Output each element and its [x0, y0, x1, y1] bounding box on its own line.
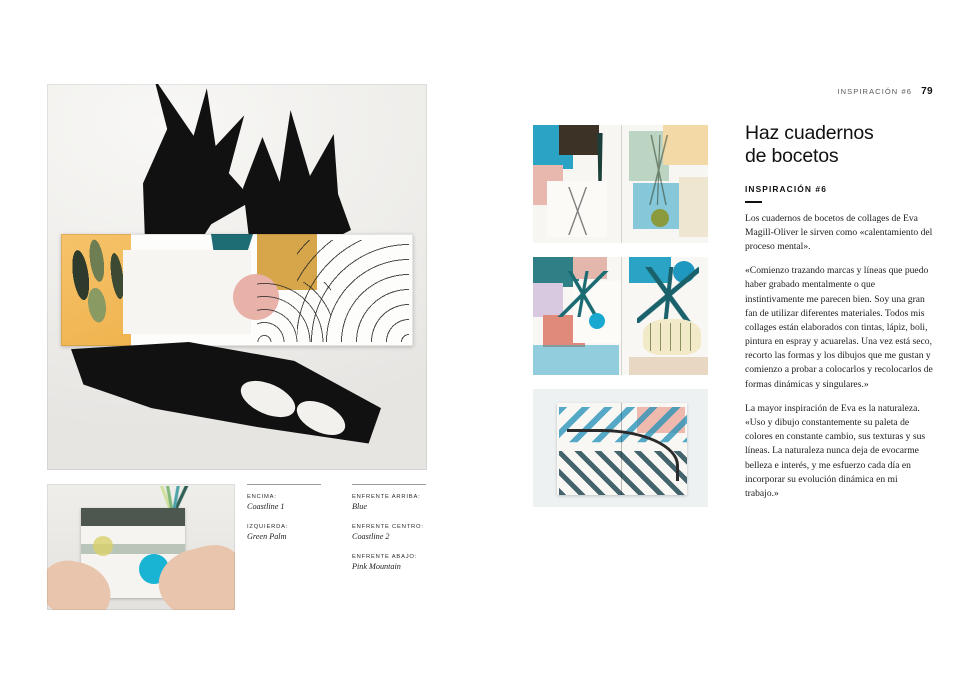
- hands-photo-frame: [47, 484, 235, 610]
- caption-rule-left: [247, 484, 321, 485]
- running-head: [837, 86, 933, 97]
- caption-block: [247, 484, 429, 584]
- caption-column-right: [352, 484, 429, 584]
- section-kicker: INSPIRACIÓN #6: [745, 184, 827, 194]
- caption-label: ENFRENTE ABAJO:: [352, 554, 418, 560]
- caption-value: Coastline 1: [247, 502, 285, 511]
- thumb1-line-drawing: [551, 187, 605, 235]
- hero-frame: [47, 84, 427, 470]
- thumb1-shape-dark: [559, 125, 599, 155]
- caption-item: [352, 494, 429, 511]
- running-head-label: INSPIRACIÓN #6: [837, 87, 913, 96]
- caption-rule-right: [352, 484, 426, 485]
- article-body: [745, 212, 933, 502]
- thumb2-palm-shape-left-icon: [555, 271, 611, 317]
- caption-item: [352, 554, 429, 571]
- caption-value: Coastline 2: [352, 532, 390, 541]
- thumb2-palm-shape-right-icon: [637, 267, 699, 323]
- caption-item: [352, 524, 429, 541]
- body-paragraph: «Comienzo trazando marcas y líneas que puedo haber grabado mentalmente o que instintivamente me parecen bien. Soy una gran fan de utilizar diferentes materiales. Todos mis collages están elaborados con tintas, lápiz, boli, pintura en espray y acuarelas. Una vez está seco, recorto las formas y los dibujos que me gustan y comienzo a probar a colocarlos y recolocarlos de formas dinámicas y singulares.»: [745, 265, 933, 390]
- caption-label: IZQUIERDA:: [247, 524, 289, 530]
- caption-label: ENFRENTE CENTRO:: [352, 524, 424, 530]
- hero-artwork-figure: [47, 84, 427, 470]
- body-paragraph: La mayor inspiración de Eva es la naturaleza. «Uso y dibujo constantemente su paleta de colores en constante cambio, sus texturas y sus líneas. La naturaleza nunca deja de evocarme belleza e interés, y me esfuerzo cada día en incorporar su evolución dinámica en mi trabajo.»: [745, 402, 926, 499]
- thumb3-page-fold: [621, 403, 622, 495]
- hands-photo-figure: [47, 484, 235, 610]
- thumb2-shape-cyan-wash: [533, 345, 619, 375]
- thumb2-cyan-dot-left: [589, 313, 605, 329]
- thumbnail-sketchbook-middle: [533, 257, 708, 375]
- caption-column-left: [247, 484, 324, 584]
- thumbnail-sketchbook-bottom: [533, 389, 708, 507]
- headline-line-2: de bocetos: [745, 145, 839, 167]
- thumb2-page-fold: [621, 257, 622, 375]
- thumb2-bottom-band: [629, 357, 708, 375]
- thumb1-page-fold: [621, 125, 622, 243]
- caption-value: Green Palm: [247, 532, 287, 541]
- kicker-rule: [745, 201, 762, 203]
- page-number: 79: [921, 86, 933, 97]
- thumb2-hatch-pattern: [645, 323, 699, 351]
- caption-value: Pink Mountain: [352, 562, 401, 571]
- caption-item: [247, 494, 324, 511]
- caption-label: ENCIMA:: [247, 494, 277, 500]
- thumbnail-stack: [533, 125, 708, 521]
- thumbnail-sketchbook-top: [533, 125, 708, 243]
- thumb1-branch-lines: [629, 135, 689, 205]
- headline-line-1: Haz cuadernos: [745, 122, 874, 144]
- article-text-column: [745, 122, 933, 511]
- caption-value: Blue: [352, 502, 368, 511]
- caption-item: [247, 524, 324, 541]
- caption-label: ENFRENTE ARRIBA:: [352, 494, 421, 500]
- thumb1-olive-dot: [651, 209, 669, 227]
- body-paragraph: Los cuadernos de bocetos de collages de Eva Magill-Oliver le sirven como «calentamiento del proceso mental».: [745, 212, 933, 252]
- page-title: [745, 122, 933, 168]
